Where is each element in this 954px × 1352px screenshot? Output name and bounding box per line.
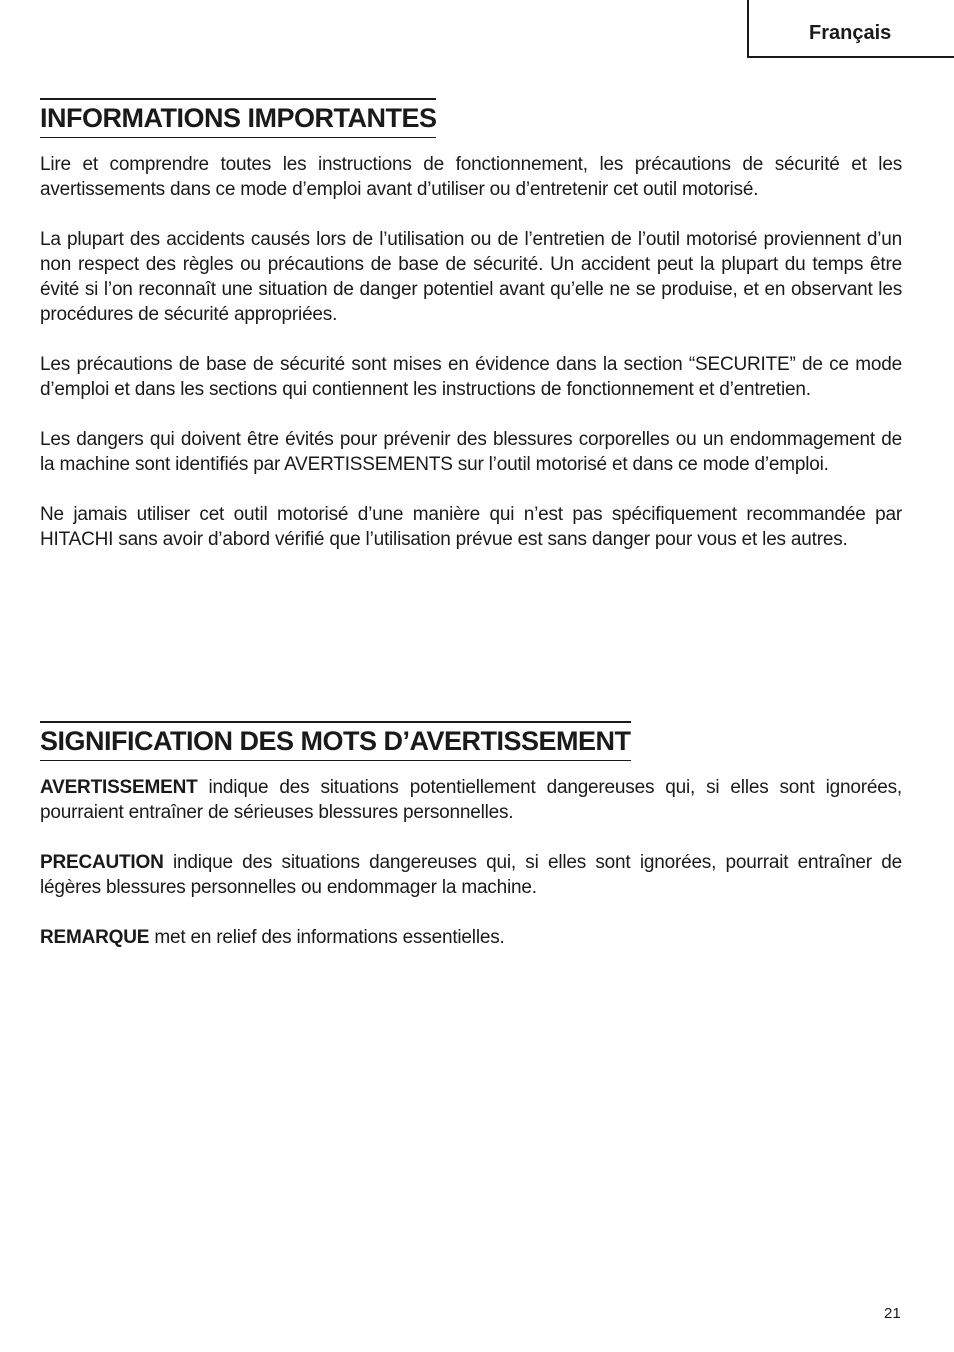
section-title-warning-words: SIGNIFICATION DES MOTS D’AVERTISSEMENT bbox=[40, 721, 631, 761]
paragraph: La plupart des accidents causés lors de l’utilisation ou de l’entretien de l’outil motorisé proviennent d’un non respect des règles ou précautions de base de sécurité. Un accident peut la plupart du temps être évité si l’on reconnaît une situation de danger potentiel avant qu’elle ne se produise, et en observant les procédures de sécurité appropriées. bbox=[40, 229, 902, 325]
paragraph: Les dangers qui doivent être évités pour prévenir des blessures corporelles ou un endommagement de la machine sont identifiés par AVERTISSEMENTS sur l’outil motorisé et dans ce mode d’emploi. bbox=[40, 429, 902, 475]
term-caution: PRECAUTION bbox=[40, 852, 164, 873]
definition-text: indique des situations potentiellement dangereuses qui, si elles sont ignorées, pourraient entraîner de sérieuses blessures personnelles. bbox=[40, 777, 902, 823]
section-title-important-information: INFORMATIONS IMPORTANTES bbox=[40, 98, 436, 138]
language-tab bbox=[747, 0, 954, 58]
page-number: 21 bbox=[884, 1305, 901, 1322]
paragraph: Lire et comprendre toutes les instructions de fonctionnement, les précautions de sécurité et les avertissements dans ce mode d’emploi avant d’utiliser ou d’entretenir cet outil motorisé. bbox=[40, 154, 902, 200]
warning-words-body bbox=[40, 775, 902, 975]
definition-caution bbox=[40, 850, 902, 900]
important-information-body bbox=[40, 152, 902, 577]
definition-note bbox=[40, 925, 902, 950]
paragraph: Les précautions de base de sécurité sont mises en évidence dans la section “SECURITE” de ce mode d’emploi et dans les sections qui contiennent les instructions de fonctionnement et d’entretien. bbox=[40, 354, 902, 400]
paragraph: Ne jamais utiliser cet outil motorisé d’une manière qui n’est pas spécifiquement recommandée par HITACHI sans avoir d’abord vérifié que l’utilisation prévue est sans danger pour vous et les autres. bbox=[40, 504, 902, 550]
term-note: REMARQUE bbox=[40, 927, 150, 948]
language-label: Français bbox=[809, 22, 892, 44]
term-warning: AVERTISSEMENT bbox=[40, 777, 198, 798]
definition-text: met en relief des informations essentielles. bbox=[149, 927, 505, 948]
definition-text: indique des situations dangereuses qui, si elles sont ignorées, pourrait entraîner de légères blessures personnelles ou endommager la machine. bbox=[40, 852, 902, 898]
definition-warning bbox=[40, 775, 902, 825]
